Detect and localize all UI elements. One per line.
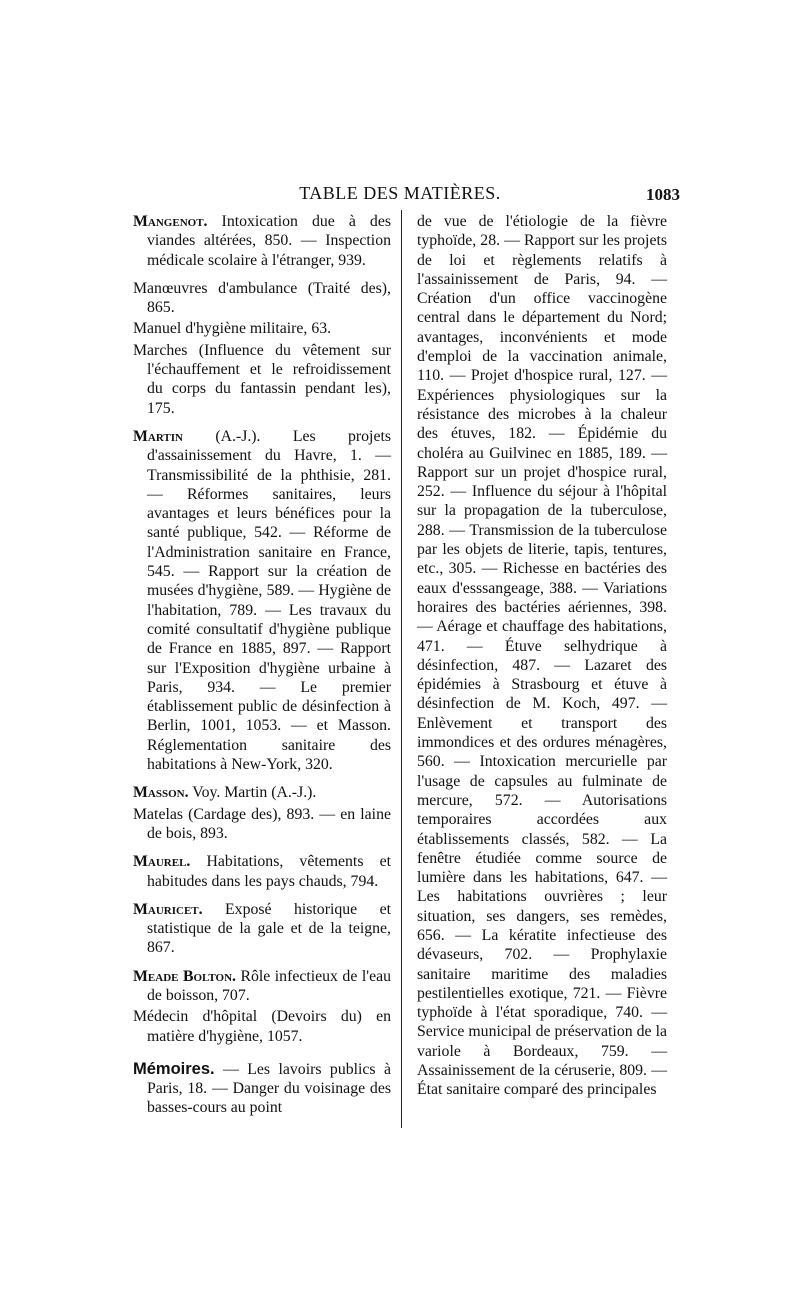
entry-text: (A.-J.). Les projets d'assainissement du Havre, 1. — Transmissibilité de la phthisie, 281. — Réformes sanitaires, leurs avantages et leurs bénéfices pour la santé publique, 542. — Réforme de l'Administration sanitaire en France, 545. — Rapport sur la création de musées d'hygiène, 589. — Hygiène de l'habitation, 789. — Les travaux du comité consultatif d'hygiène publique de France en 1885, 897. — Rapport sur l'Exposition d'hygiène urbaine à Paris, 934. — Le premier établissement public de désinfection à Berlin, 1001, 1053. — et Masson. Réglementation sanitaire des habitations à New-York, 320. <box>147 427 391 774</box>
entry-text: Intoxication due à des viandes altérées, 850. — Inspection médicale scolaire à l'étranger, 939. <box>147 213 391 269</box>
entry-text: Matelas (Cardage des), 893. — en laine de bois, 893. <box>133 805 391 842</box>
entry-text: Médecin d'hôpital (Devoirs du) en matière d'hygiène, 1057. <box>133 1008 391 1045</box>
index-entry <box>133 783 391 802</box>
entry-heading: Mangenot. <box>133 213 208 230</box>
index-entry <box>133 1007 391 1046</box>
entry-heading: Maurel. <box>133 853 191 871</box>
left-column <box>133 212 391 1127</box>
entry-text: Marches (Influence du vêtement sur l'échauffement et le refroidissement du corps du fantassin pendant les), 175. <box>133 341 391 417</box>
entry-text: Manuel d'hygiène militaire, 63. <box>133 320 332 338</box>
entry-heading: Mauricet. <box>133 900 203 918</box>
entry-heading: Meade Bolton. <box>133 967 236 985</box>
index-entry <box>133 967 391 1006</box>
index-entry <box>133 427 391 774</box>
continued-entry-text: de vue de l'étiologie de la fièvre typhoïde, 28. — Rapport sur les projets de loi et règlements relatifs à l'assainissement de Paris, 94. — Création d'un office vaccinogène central dans le département du Nord; avantages, inconvénients et mode d'emploi de la vaccination animale, 110. — Projet d'hospice rural, 127. — Expériences physiologiques sur la résistance des microbes à la chaleur des étuves, 182. — Épidémie du choléra au Guilvinec en 1885, 189. — Rapport sur un projet d'hospice rural, 252. — Influence du séjour à l'hôpital sur la propagation de la tuberculose, 288. — Transmission de la tuberculose par les objets de literie, tapis, tentures, etc., 305. — Richesse en bactéries des eaux d'esssangeage, 388. — Variations horaires des bactéries aériennes, 398. — Aérage et chauffage des habitations, 471. — Étuve selhydrique à désinfection, 487. — Lazaret des épidémies à Strasbourg et étuve à désinfection de M. Koch, 497. — Enlèvement et transport des immondices et des ordures ménagères, 560. — Intoxication mercurielle par l'usage de capsules au fulminate de mercure, 572. — Autorisations temporaires accordées aux établissements classés, 582. — La fenêtre étudiée comme source de lumière dans les habitations, 647. — Les habitations ouvrières ; leur situation, ses dangers, ses remèdes, 656. — La kératite infectieuse des dévaseurs, 702. — Prophylaxie sanitaire maritime des maladies pestilentielles exotique, 721. — Fièvre typhoïde à l'état sporadique, 740. — Service municipal de préservation de la variole à Bordeaux, 759. — Assainissement de la céruserie, 809. — État sanitaire comparé des principales <box>417 213 667 1099</box>
entry-text: Habitations, vêtements et habitudes dans les pays chauds, 794. <box>147 853 391 890</box>
entry-text: Manœuvres d'ambulance (Traité des), 865. <box>133 279 391 317</box>
index-entry <box>133 341 391 418</box>
running-title: TABLE DES MATIÈRES. <box>299 183 501 203</box>
page-number: 1083 <box>646 185 680 204</box>
entry-heading: Masson. <box>133 784 189 802</box>
index-entry <box>133 900 391 958</box>
entry-text: Rôle infectieux de l'eau de boisson, 707. <box>147 967 391 1004</box>
index-entry <box>133 805 391 844</box>
right-column <box>417 212 667 1100</box>
index-entry <box>133 319 391 338</box>
index-entry <box>133 279 391 318</box>
column-divider <box>401 210 402 1128</box>
entry-text: Exposé historique et statistique de la gale et de la teigne, 867. <box>147 900 391 957</box>
index-entry <box>133 1060 391 1118</box>
index-entry <box>133 212 391 270</box>
entry-heading: Martin <box>133 427 183 445</box>
entry-text: Voy. Martin (A.-J.). <box>188 784 317 802</box>
entry-heading: Mémoires. <box>133 1059 215 1078</box>
index-entry <box>133 852 391 891</box>
entry-text: — Les lavoirs publics à Paris, 18. — Danger du voisinage des basses-cours au point <box>147 1060 391 1117</box>
